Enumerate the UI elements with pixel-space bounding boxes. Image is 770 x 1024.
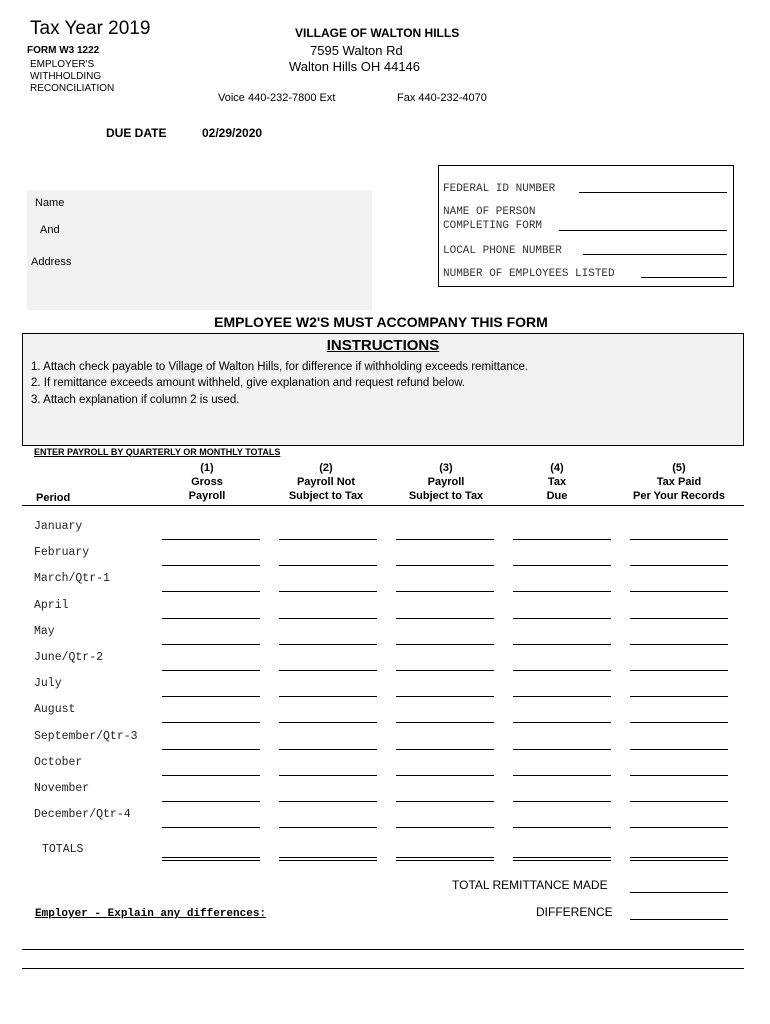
payroll-subject-field[interactable] xyxy=(396,565,494,566)
table-row xyxy=(0,677,770,703)
payroll-subject-field[interactable] xyxy=(396,827,494,828)
and-label: And xyxy=(40,224,60,236)
column-title-line1: Payroll xyxy=(427,476,465,488)
column-number: (2) xyxy=(319,462,333,474)
totals-row xyxy=(0,843,770,869)
tax-due-field[interactable] xyxy=(513,565,611,566)
tax-due-field[interactable] xyxy=(513,539,611,540)
tax-paid-field[interactable] xyxy=(630,775,728,776)
payroll-subject-field[interactable] xyxy=(396,670,494,671)
payroll-subject-field[interactable] xyxy=(396,749,494,750)
payroll-not-subject-field[interactable] xyxy=(279,644,377,645)
tax-paid-field[interactable] xyxy=(630,827,728,828)
due-date-value: 02/29/2020 xyxy=(202,126,263,140)
village-address-line2: Walton Hills OH 44146 xyxy=(289,59,421,74)
address-label: Address xyxy=(31,256,72,268)
column-title-line1: Tax Paid xyxy=(656,476,702,488)
instruction-item: 2. If remittance exceeds amount withheld, give explanation and request refund below. xyxy=(31,377,466,389)
instruction-item: 3. Attach explanation if column 2 is used. xyxy=(31,394,240,406)
period-label: September/Qtr-3 xyxy=(34,729,138,743)
tax-paid-field[interactable] xyxy=(630,696,728,697)
column-header-gross-payroll xyxy=(152,461,262,503)
instruction-item: 1. Attach check payable to Village of Walton Hills, for difference if withholding exceeds remittance. xyxy=(31,361,529,373)
payroll-not-subject-field[interactable] xyxy=(279,749,377,750)
payroll-subject-field[interactable] xyxy=(396,801,494,802)
period-label: April xyxy=(34,598,69,612)
gross-payroll-field[interactable] xyxy=(162,775,260,776)
tax-due-field[interactable] xyxy=(513,775,611,776)
person-label-line1: NAME OF PERSON xyxy=(443,206,536,218)
period-label: November xyxy=(34,782,90,795)
column-title-line1: Tax xyxy=(547,476,567,488)
total-gross-payroll-field[interactable] xyxy=(162,857,260,861)
tax-paid-field[interactable] xyxy=(630,670,728,671)
form-description-line: EMPLOYER'S xyxy=(30,59,95,70)
period-label: January xyxy=(34,520,83,533)
payroll-subject-field[interactable] xyxy=(396,618,494,619)
tax-paid-field[interactable] xyxy=(630,722,728,723)
table-row xyxy=(0,730,770,756)
tax-due-field[interactable] xyxy=(513,591,611,592)
column-number: (3) xyxy=(439,462,453,474)
payroll-not-subject-field[interactable] xyxy=(279,801,377,802)
form-description-line: WITHHOLDING xyxy=(30,71,102,82)
explanation-line[interactable] xyxy=(22,949,744,950)
column-number: (1) xyxy=(200,462,214,474)
period-label: May xyxy=(34,624,55,638)
gross-payroll-field[interactable] xyxy=(162,722,260,723)
payroll-subject-field[interactable] xyxy=(396,539,494,540)
period-header: Period xyxy=(36,492,71,504)
tax-due-field[interactable] xyxy=(513,696,611,697)
column-number: (4) xyxy=(550,462,564,474)
table-row xyxy=(0,651,770,677)
table-row xyxy=(0,546,770,572)
header-divider xyxy=(22,505,744,506)
table-row xyxy=(0,520,770,546)
tax-paid-field[interactable] xyxy=(630,644,728,645)
total-payroll-subject-field[interactable] xyxy=(396,857,494,861)
gross-payroll-field[interactable] xyxy=(162,618,260,619)
payroll-not-subject-field[interactable] xyxy=(279,618,377,619)
tax-due-field[interactable] xyxy=(513,722,611,723)
difference-field[interactable] xyxy=(630,919,728,920)
payroll-not-subject-field[interactable] xyxy=(279,827,377,828)
period-label: December/Qtr-4 xyxy=(34,808,131,822)
period-label: July xyxy=(34,677,62,691)
payroll-not-subject-field[interactable] xyxy=(279,670,377,671)
village-name: VILLAGE OF WALTON HILLS xyxy=(295,26,460,40)
village-address-line1: 7595 Walton Rd xyxy=(310,43,403,58)
column-title-line1: Gross xyxy=(191,476,223,488)
tax-paid-field[interactable] xyxy=(630,539,728,540)
column-header-payroll-subject xyxy=(391,461,501,503)
table-row xyxy=(0,756,770,782)
employees-label: NUMBER OF EMPLOYEES LISTED xyxy=(443,268,615,280)
tax-paid-field[interactable] xyxy=(630,565,728,566)
period-label: August xyxy=(34,703,76,717)
fax-number: Fax 440-232-4070 xyxy=(397,92,487,104)
tax-paid-field[interactable] xyxy=(630,801,728,802)
explanation-line[interactable] xyxy=(22,968,744,969)
payroll-not-subject-field[interactable] xyxy=(279,565,377,566)
tax-paid-field[interactable] xyxy=(630,591,728,592)
tax-due-field[interactable] xyxy=(513,749,611,750)
payroll-not-subject-field[interactable] xyxy=(279,539,377,540)
form-description xyxy=(30,59,150,95)
employer-id-box xyxy=(438,165,734,287)
total-remittance-field[interactable] xyxy=(630,892,728,893)
table-row xyxy=(0,782,770,808)
gross-payroll-field[interactable] xyxy=(162,670,260,671)
tax-paid-field[interactable] xyxy=(630,618,728,619)
gross-payroll-field[interactable] xyxy=(162,696,260,697)
instructions-box xyxy=(22,333,744,446)
tax-due-field[interactable] xyxy=(513,827,611,828)
payroll-table-title: ENTER PAYROLL BY QUARTERLY OR MONTHLY TOTALS xyxy=(34,447,281,457)
tax-paid-field[interactable] xyxy=(630,749,728,750)
form-description-line: RECONCILIATION xyxy=(30,83,115,94)
due-date-label: DUE DATE xyxy=(106,126,167,140)
gross-payroll-field[interactable] xyxy=(162,565,260,566)
column-title-line2: Subject to Tax xyxy=(408,490,484,502)
gross-payroll-field[interactable] xyxy=(162,539,260,540)
tax-due-field[interactable] xyxy=(513,644,611,645)
gross-payroll-field[interactable] xyxy=(162,801,260,802)
employees-field[interactable] xyxy=(641,277,727,278)
table-row xyxy=(0,625,770,651)
column-title-line1: Payroll Not xyxy=(296,476,356,488)
w2-notice xyxy=(0,314,770,330)
federal-id-label: FEDERAL ID NUMBER xyxy=(443,183,556,195)
gross-payroll-field[interactable] xyxy=(162,827,260,828)
period-label: October xyxy=(34,755,83,769)
person-label-line2: COMPLETING FORM xyxy=(443,220,543,232)
total-remittance-label: TOTAL REMITTANCE MADE xyxy=(452,878,608,892)
gross-payroll-field[interactable] xyxy=(162,591,260,592)
payroll-subject-field[interactable] xyxy=(396,696,494,697)
name-label: Name xyxy=(35,197,65,209)
explain-differences-label: Employer - Explain any differences: xyxy=(35,908,267,920)
table-row xyxy=(0,572,770,598)
column-number: (5) xyxy=(672,462,686,474)
total-tax-paid-field[interactable] xyxy=(630,857,728,861)
tax-due-field[interactable] xyxy=(513,801,611,802)
person-field[interactable] xyxy=(559,230,727,231)
w2-notice-text: EMPLOYEE W2'S MUST ACCOMPANY THIS FORM xyxy=(214,314,548,330)
column-title-line2: Per Your Records xyxy=(633,490,725,502)
column-header-tax-paid xyxy=(623,461,735,503)
difference-label: DIFFERENCE xyxy=(536,905,613,919)
tax-due-field[interactable] xyxy=(513,618,611,619)
table-row xyxy=(0,599,770,625)
column-title-line2: Due xyxy=(546,490,568,502)
payroll-subject-field[interactable] xyxy=(396,591,494,592)
tax-year: Tax Year 2019 xyxy=(30,18,151,39)
payroll-not-subject-field[interactable] xyxy=(279,775,377,776)
form-number: FORM W3 1222 xyxy=(27,45,100,56)
voice-phone: Voice 440-232-7800 Ext xyxy=(218,92,336,104)
total-payroll-not-subject-field[interactable] xyxy=(279,857,377,861)
tax-due-field[interactable] xyxy=(513,670,611,671)
column-header-tax-due xyxy=(502,461,612,503)
gross-payroll-field[interactable] xyxy=(162,644,260,645)
payroll-subject-field[interactable] xyxy=(396,644,494,645)
period-label: June/Qtr-2 xyxy=(34,651,104,664)
totals-label: TOTALS xyxy=(42,843,84,856)
column-title-line2: Subject to Tax xyxy=(288,490,364,502)
instructions-title: INSTRUCTIONS xyxy=(326,337,440,354)
payroll-subject-field[interactable] xyxy=(396,722,494,723)
phone-field[interactable] xyxy=(583,254,727,255)
gross-payroll-field[interactable] xyxy=(162,749,260,750)
column-header-payroll-not-subject xyxy=(271,461,381,503)
column-title-line2: Payroll xyxy=(188,490,226,502)
table-row xyxy=(0,703,770,729)
payroll-subject-field[interactable] xyxy=(396,775,494,776)
period-label: March/Qtr-1 xyxy=(34,572,110,586)
federal-id-field[interactable] xyxy=(579,192,727,193)
payroll-not-subject-field[interactable] xyxy=(279,722,377,723)
phone-label: LOCAL PHONE NUMBER xyxy=(443,245,562,257)
total-tax-due-field[interactable] xyxy=(513,857,611,861)
payroll-not-subject-field[interactable] xyxy=(279,696,377,697)
name-address-box[interactable] xyxy=(27,190,372,310)
table-row xyxy=(0,808,770,834)
payroll-not-subject-field[interactable] xyxy=(279,591,377,592)
period-label: February xyxy=(34,546,90,560)
